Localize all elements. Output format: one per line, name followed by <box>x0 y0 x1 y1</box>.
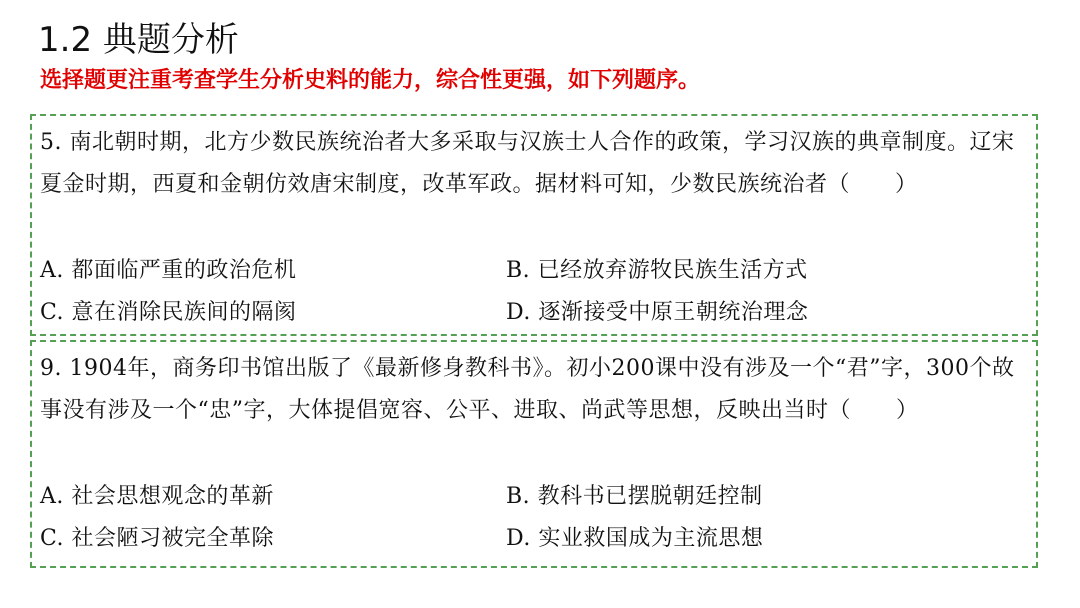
question-box-5 <box>30 114 1038 336</box>
page-title: 1.2 典题分析 <box>38 20 239 60</box>
option-d: D. 实业救国成为主流思想 <box>506 526 764 551</box>
question-box-9 <box>30 340 1038 568</box>
question-stem: 9. 1904年，商务印书馆出版了《最新修身教科书》。初小200课中没有涉及一个“君”字，300个故事没有涉及一个“忠”字，大体提倡宽容、公平、进取、尚武等思想，反映出当时（ ） <box>40 356 1015 423</box>
option-b: B. 已经放弃游牧民族生活方式 <box>506 258 808 283</box>
option-b: B. 教科书已摆脱朝廷控制 <box>506 484 763 509</box>
question-stem: 5. 南北朝时期，北方少数民族统治者大多采取与汉族士人合作的政策，学习汉族的典章制度。辽宋夏金时期，西夏和金朝仿效唐宋制度，改革军政。据材料可知，少数民族统治者（ ） <box>40 130 1015 197</box>
page-subtitle: 选择题更注重考查学生分析史料的能力，综合性更强，如下列题序。 <box>40 68 701 93</box>
option-a: A. 都面临严重的政治危机 <box>40 258 297 283</box>
option-c: C. 意在消除民族间的隔阂 <box>40 300 297 325</box>
option-d: D. 逐渐接受中原王朝统治理念 <box>506 300 809 325</box>
option-a: A. 社会思想观念的革新 <box>40 484 274 509</box>
option-c: C. 社会陋习被完全革除 <box>40 526 275 551</box>
